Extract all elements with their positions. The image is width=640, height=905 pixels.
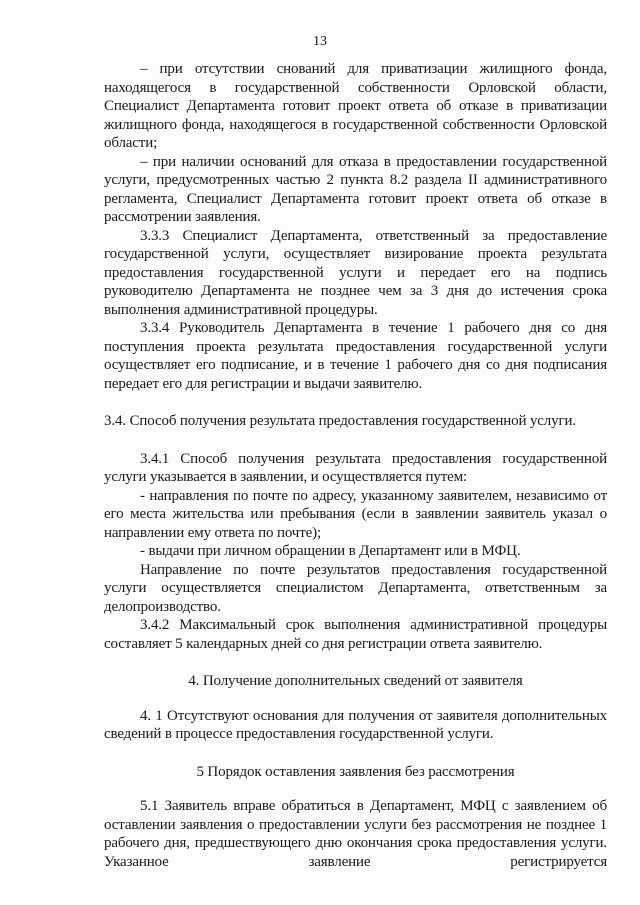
paragraph-mail-delivery: Направление по почте результатов предоставления государственной услуги осуществляется специалистом Департамента, ответственным за делопроизводство. [104,561,607,615]
section-3-4-heading: 3.4. Способ получения результата предоставления государственной услуги. [104,413,576,429]
document-body [104,60,607,871]
list-item-in-person: - выдачи при личном обращении в Департамент или в МФЦ. [140,543,521,559]
paragraph-4-1: 4. 1 Отсутствуют основания для получения от заявителя дополнительных сведений в процессе предоставления государственной услуги. [104,707,607,742]
paragraph-3-3-3: 3.3.3 Специалист Департамента, ответственный за предоставление государственной услуги, осуществляет визирование проекта результата предоставления государственной услуги и передает его на подпись руководителю Департамента не позднее чем за 3 дня до истечения срока выполнения административной процедуры. [104,227,607,318]
page-number: 13 [313,34,327,49]
paragraph-3-4-1: 3.4.1 Способ получения результата предоставления государственной услуги указывается в заявлении, и осуществляется путем: [104,450,607,485]
list-item-by-mail: - направления по почте по адресу, указанному заявителем, независимо от его места жительства или пребывания (если в заявлении заявитель указал о направлении ему ответа по почте); [104,487,607,541]
paragraph-3-4-2: 3.4.2 Максимальный срок выполнения административной процедуры составляет 5 календарных дней со дня регистрации ответа заявителю. [104,617,607,652]
section-5-heading: 5 Порядок оставления заявления без рассмотрения [196,763,515,780]
paragraph-5-1: 5.1 Заявитель вправе обратиться в Департамент, МФЦ с заявлением об оставлении заявления о предоставлении услуги без рассмотрения не позднее 1 рабочего дня, предшествующего дню окончания срока предоставления услуги. Указанное заявление регистрируется [104,798,607,870]
paragraph-refusal-grounds: – при наличии оснований для отказа в предоставлении государственной услуги, предусмотренных частью 2 пункта 8.2 раздела II административного регламента, Специалист Департамента готовит проект ответа об отказе в рассмотрении заявления. [104,153,607,225]
paragraph-no-grounds: – при отсутствии снований для приватизации жилищного фонда, находящегося в государственной собственности Орловской области, Специалист Департамента готовит проект ответа об отказе в приватизации жилищного фонда, находящегося в государственной собственности Орловской области; [104,61,607,151]
paragraph-3-3-4: 3.3.4 Руководитель Департамента в течение 1 рабочего дня со дня поступления проекта результата предоставления государственной услуги осуществляет его подписание, и в течение 1 рабочего дня со дня подписания передает его для регистрации и выдачи заявителю. [104,320,607,392]
section-4-heading: 4. Получение дополнительных сведений от заявителя [188,673,523,689]
